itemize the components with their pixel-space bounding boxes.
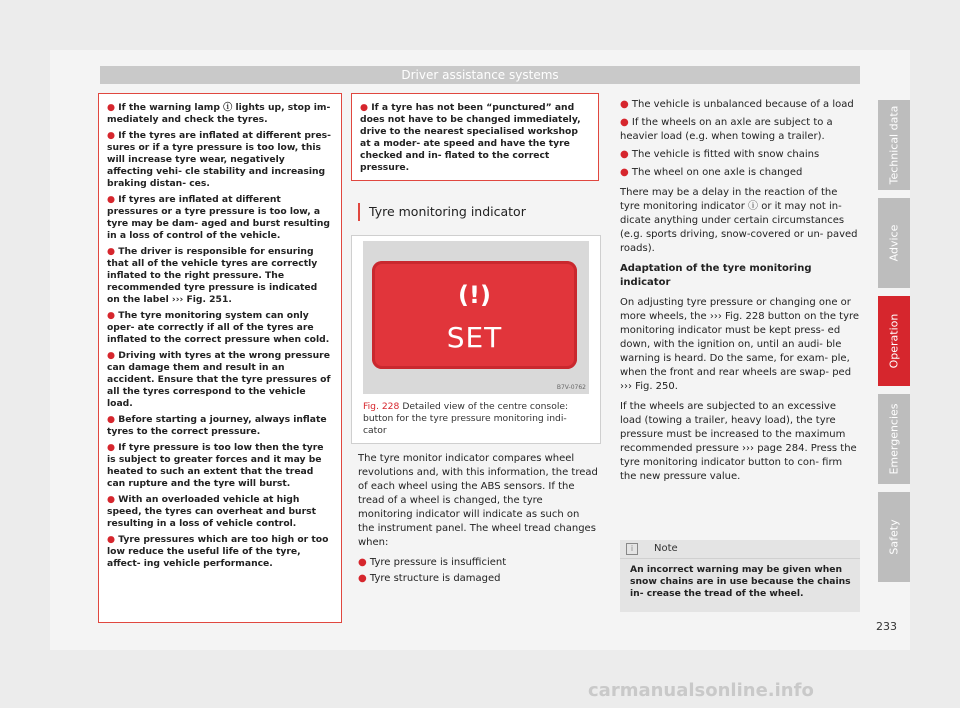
paragraph: The tyre monitor indicator compares wheel revolutions and, with this information, the tread of each wheel using the ABS sensors. If the tread of a wheel is changed, the tyre monitoring indicator will indicate as such on the instrument panel. The wheel tread changes when:	[358, 453, 598, 548]
warning-item: ● With an overloaded vehicle at high speed, the tyres can overheat and burst resulting in a loss of vehicle control.	[107, 494, 316, 529]
tab-safety[interactable]: Safety	[878, 492, 910, 582]
figure-image	[363, 241, 589, 394]
list-item: ● Tyre structure is damaged	[358, 573, 501, 584]
note-header	[620, 540, 860, 559]
list-item: ● The vehicle is fitted with snow chains	[620, 149, 820, 160]
warning-item: ● If a tyre has not been “punctured” and does not have to be changed immediately, drive to the nearest specialised workshop at a moder- ate speed and have the tyre checked and in- flated to the correct pressure.	[360, 102, 581, 173]
right-column	[620, 98, 860, 488]
paragraph: There may be a delay in the reaction of the tyre monitoring indicator ⓘ or it may not in- dicate anything under certain circumstances (e.g. sports driving, snow-covered or un- paved roads).	[620, 187, 858, 254]
list-item: ● The vehicle is unbalanced because of a load	[620, 99, 854, 110]
tab-emergencies[interactable]: Emergencies	[878, 394, 910, 484]
tab-operation[interactable]: Operation	[878, 296, 910, 386]
tab-advice[interactable]: Advice	[878, 198, 910, 288]
warning-item: ● Tyre pressures which are too high or too low reduce the useful life of the tyre, affect- ing vehicle performance.	[107, 534, 329, 569]
info-icon: i	[626, 543, 638, 555]
figure-caption	[363, 401, 589, 437]
set-label: SET	[446, 321, 503, 354]
warning-item: ● Driving with tyres at the wrong pressure can damage them and result in an accident. Ensure that the tyre pressures of all the tyres correspond to the vehicle load.	[107, 350, 331, 409]
figure	[351, 235, 601, 444]
list-item: ● Tyre pressure is insufficient	[358, 557, 507, 568]
note-title: Note	[654, 543, 678, 554]
page-header: Driver assistance systems	[100, 66, 860, 84]
note-box	[620, 540, 860, 612]
watermark: carmanualsonline.info	[588, 680, 814, 701]
note-text: An incorrect warning may be given when snow chains are in use because the chains in- crease the tread of the wheel.	[630, 564, 851, 599]
list-item: ● If the wheels on an axle are subject to a heavier load (e.g. when towing a trailer).	[620, 117, 833, 142]
tyre-warning-icon: (!)	[458, 281, 491, 309]
section-heading: Tyre monitoring indicator	[358, 203, 609, 221]
paragraph: On adjusting tyre pressure or changing one or more wheels, the ››› Fig. 228 button on the tyre monitoring indicator must be kept press- ed down, with the ignition on, until an audi- ble warning is heard. Do the same, for exam- ple, when the front and rear wheels are swap- ped ››› Fig. 250.	[620, 297, 860, 392]
warning-item: ● If tyres are inflated at different pressures or a tyre pressure is too low, a tyre may be dam- aged and burst resulting in a loss of control of the vehicle.	[107, 194, 330, 241]
set-button-illustration	[372, 261, 577, 369]
body-text	[358, 452, 598, 592]
warning-item: ● If the warning lamp ⓘ lights up, stop im- mediately and check the tyres.	[107, 102, 331, 125]
paragraph: If the wheels are subjected to an excessive load (towing a trailer, heavy load), the tyre pressure must be increased to the maximum recommended pressure ››› page 284. Press the tyre monitoring indicator button to con- firm the new pressure value.	[620, 401, 857, 482]
warning-item: ● Before starting a journey, always inflate tyres to the correct pressure.	[107, 414, 327, 437]
warning-item: ● If tyre pressure is too low then the tyre is subject to greater forces and it may be heated to such an extent that the tread can rupture and the tyre will burst.	[107, 442, 324, 489]
warning-item: ● The driver is responsible for ensuring that all of the vehicle tyres are correctly inflated to the right pressure. The recommended tyre pressure is indicated on the label ››› Fig. 251.	[107, 246, 318, 305]
warning-box	[98, 93, 342, 623]
warning-item: ● The tyre monitoring system can only oper- ate correctly if all of the tyres are inflated to the correct pressure when cold.	[107, 310, 330, 345]
figure-caption-text: Detailed view of the centre console: button for the tyre pressure monitoring indi- cator	[363, 401, 569, 436]
subheading: Adaptation of the tyre monitoring indicator	[620, 263, 812, 288]
figure-id: B7V-0762	[556, 384, 586, 391]
tab-technical-data[interactable]: Technical data	[878, 100, 910, 190]
list-item: ● The wheel on one axle is changed	[620, 167, 803, 178]
page-number: 233	[876, 620, 897, 633]
warning-box-continued	[351, 93, 599, 181]
warning-item: ● If the tyres are inflated at different pres- sures or if a tyre pressure is too low, this will increase tyre wear, negatively affecting vehi- cle stability and increasing braking distan- ces.	[107, 130, 331, 189]
figure-label: Fig. 228	[363, 401, 400, 412]
